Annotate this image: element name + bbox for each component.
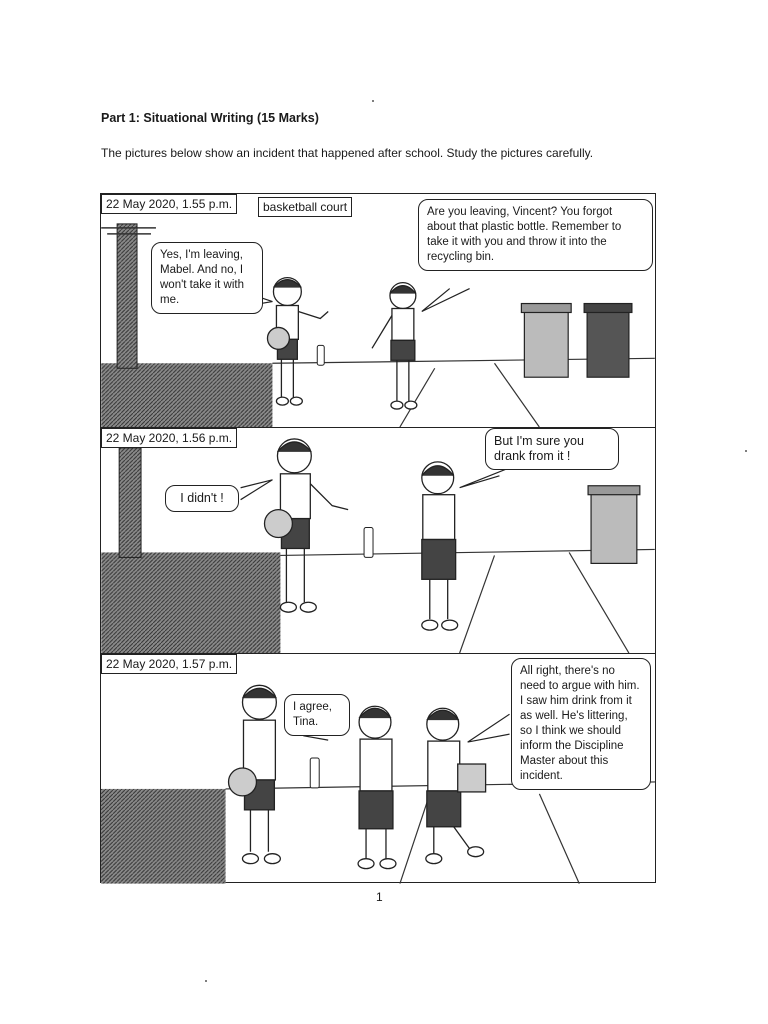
tina-figure [426, 708, 486, 863]
comic-strip [100, 193, 656, 883]
trash-bin [584, 304, 632, 378]
speech-bubble-vincent: I didn't ! [165, 485, 239, 512]
hoop-pole [117, 224, 137, 368]
intro-text: The pictures below show an incident that happened after school. Study the pictures carefully. [101, 146, 594, 160]
speech-bubble-mabel: I agree, Tina. [284, 694, 350, 736]
speech-bubble-mabel: Are you leaving, Vincent? You forgot about that plastic bottle. Remember to take it with you and throw it into the recycling bin. [418, 199, 653, 271]
comic-panel-3 [101, 654, 655, 884]
recycling-bin [521, 304, 571, 378]
plastic-bottle [364, 528, 373, 558]
girl-figure [372, 283, 417, 409]
recycling-bin [588, 486, 640, 564]
plastic-bottle [310, 758, 319, 788]
hoop-pole [119, 448, 141, 558]
section-heading: Part 1: Situational Writing (15 Marks) [101, 111, 319, 125]
boy-figure [229, 685, 281, 863]
scan-speck [745, 450, 747, 452]
boy-figure [267, 278, 328, 405]
court-floor [101, 552, 280, 653]
location-label: basketball court [258, 197, 352, 217]
scan-speck [205, 980, 207, 982]
speech-bubble-vincent: Yes, I'm leaving, Mabel. And no, I won't take it with me. [151, 242, 263, 314]
comic-panel-1 [101, 194, 655, 428]
timestamp-label: 22 May 2020, 1.56 p.m. [101, 428, 237, 448]
speech-bubble-tina: All right, there's no need to argue with him. I saw him drink from it as well. He's littering, so I think we should inform the Discipline Master about this incident. [511, 658, 651, 790]
speech-bubble-mabel: But I'm sure you drank from it ! [485, 428, 619, 470]
mabel-figure [358, 706, 396, 868]
court-floor [101, 789, 226, 884]
scan-speck [372, 100, 374, 102]
timestamp-label: 22 May 2020, 1.57 p.m. [101, 654, 237, 674]
plastic-bottle [317, 345, 324, 365]
page-number: 1 [376, 890, 383, 904]
comic-panel-2 [101, 428, 655, 654]
court-floor [101, 363, 272, 427]
timestamp-label: 22 May 2020, 1.55 p.m. [101, 194, 237, 214]
girl-figure [422, 462, 458, 630]
